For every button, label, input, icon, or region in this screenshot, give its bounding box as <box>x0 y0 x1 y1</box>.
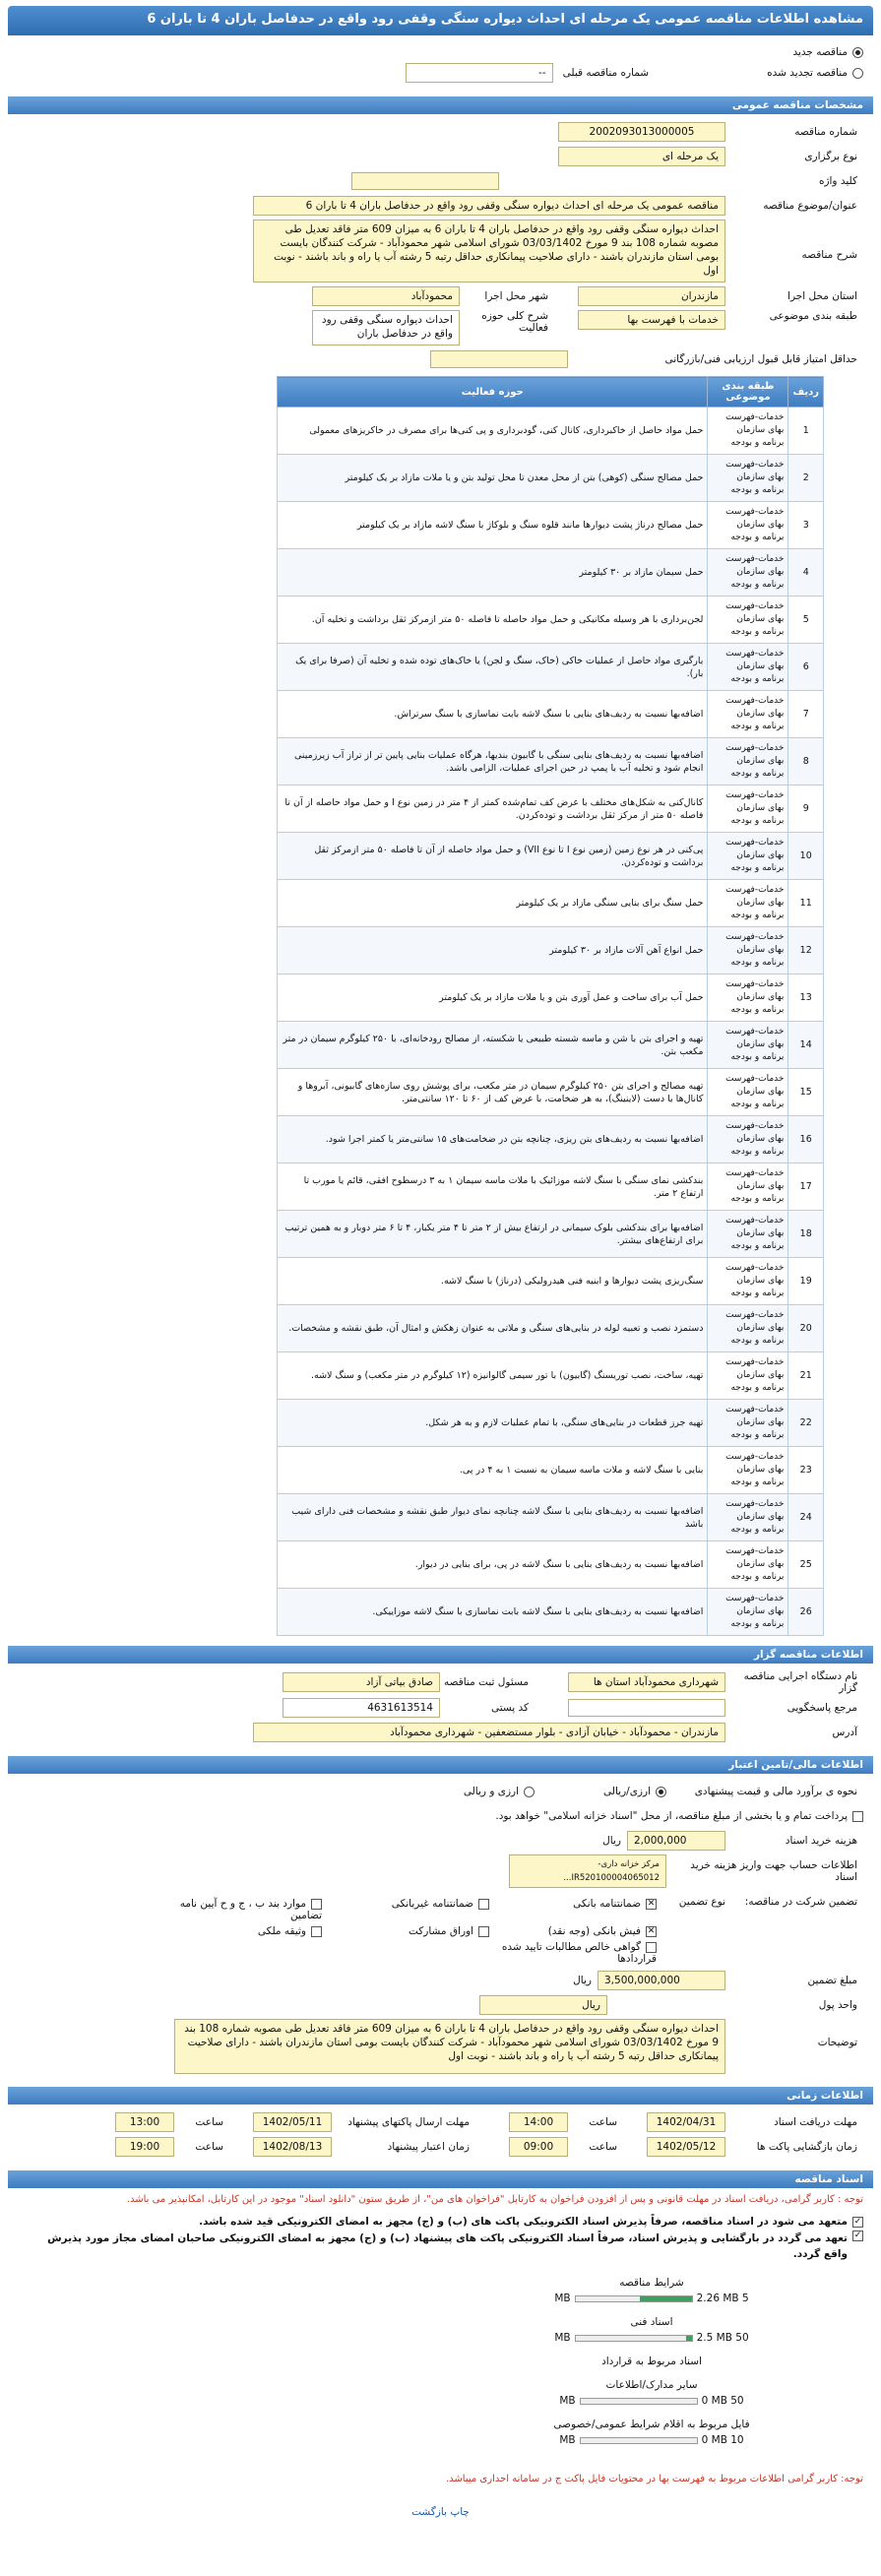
row-field: اضافه‌بها نسبت به ردیف‌های بنایی با سنگ لاشه بابت نماسازی با سنگ لاشه موزاییکی. <box>278 1589 708 1636</box>
table-row <box>278 785 824 833</box>
table-row <box>278 408 824 455</box>
row-field: حمل آب برای ساخت و عمل آوری بتن و یا ملات مازاد بر یک کیلومتر <box>278 974 708 1022</box>
table-row <box>278 1305 824 1352</box>
table-row <box>278 1069 824 1116</box>
col-category: طبقه بندی موضوعی <box>708 377 788 408</box>
table-row <box>278 927 824 974</box>
guarantee-option-label: وثیقه ملکی <box>257 1925 306 1937</box>
guarantee-option[interactable] <box>155 1898 322 1921</box>
table-row <box>278 691 824 738</box>
file-group-progress <box>580 2398 698 2405</box>
tender-number-label: شماره مناقصه <box>794 126 857 138</box>
send-time-label: ساعت <box>195 2116 223 2128</box>
file-group-name: اسناد مربوط به قرارداد <box>601 2356 702 2367</box>
file-group <box>440 2379 863 2407</box>
finance-section-title: اطلاعات مالی/تامین اعتبار <box>8 1756 873 1774</box>
documents-note-4: توجه: کاربر گرامی اطلاعات مربوط به فهرست بها در محتویات فایل پاکت ج در سامانه احداری میباشد. <box>445 2474 863 2484</box>
file-group-max: 5 MB <box>554 2293 749 2304</box>
guarantee-option-label: فیش بانکی (وجه نقد) <box>547 1925 641 1937</box>
row-category: خدمات-فهرست بهای سازمان برنامه و بودجه <box>708 785 788 833</box>
province-label: استان محل اجرا <box>787 290 857 302</box>
row-field: اضافه‌بها نسبت به ردیف‌های بنایی سنگی با گابیون بندیها، هرگاه عملیات بنایی پایین تر از تراز آب زیرزمینی انجام شود و تخلیه آب با پمپ در حین اجرای عملیات، الزامی باشد. <box>278 738 708 785</box>
file-group-size: 2.5 MB <box>696 2332 732 2344</box>
activities-table <box>277 376 824 1636</box>
row-category: خدمات-فهرست بهای سازمان برنامه و بودجه <box>708 597 788 644</box>
row-category: خدمات-فهرست بهای سازمان برنامه و بودجه <box>708 549 788 597</box>
row-field: حمل انواع آهن آلات مازاد بر ۳۰ کیلومتر <box>278 927 708 974</box>
treasury-checkbox[interactable] <box>852 1811 863 1822</box>
doc-cost-label: هزینه خرید اسناد <box>785 1835 857 1847</box>
file-group-name: شرایط مناقصه <box>619 2277 684 2289</box>
documents-note-2: متعهد می شود در اسناد مناقصه، صرفاً پذیرش اسناد الکترونیکی پاکت های (ب) و (ج) مجهز به امضای الکترونیکی قید شده باشد. <box>199 2216 848 2228</box>
table-row <box>278 738 824 785</box>
row-category: خدمات-فهرست بهای سازمان برنامه و بودجه <box>708 644 788 691</box>
row-category: خدمات-فهرست بهای سازمان برنامه و بودجه <box>708 691 788 738</box>
table-row <box>278 597 824 644</box>
guarantee-option-label: ضمانتنامه غیربانکی <box>391 1898 473 1910</box>
file-group-name: فایل مربوط به اقلام شرایط عمومی/خصوصی <box>553 2419 750 2430</box>
row-number: 17 <box>788 1163 824 1211</box>
receive-time-label: ساعت <box>589 2116 617 2128</box>
receive-label: مهلت دریافت اسناد <box>774 2116 857 2128</box>
row-field: تهیه، ساخت، نصب توریسنگ (گابیون) با تور سیمی گالوانیزه (۱۲ کیلوگرم در متر مکعب) و سنگ لاشه. <box>278 1352 708 1400</box>
guarantee-label: تضمین شرکت در مناقصه: <box>744 1896 857 1908</box>
validity-date: 1402/08/13 <box>253 2137 332 2157</box>
row-field: حمل مصالح درناژ پشت دیوارها مانند قلوه سنگ و بلوکاژ با سنگ لاشه مازاد بر یک کیلومتر <box>278 502 708 549</box>
send-label: مهلت ارسال پاکتهای پیشنهاد <box>347 2116 470 2128</box>
province-value: مازندران <box>578 286 725 306</box>
row-number: 2 <box>788 455 824 502</box>
method-rial-radio[interactable] <box>656 1787 666 1797</box>
row-category: خدمات-فهرست بهای سازمان برنامه و بودجه <box>708 1352 788 1400</box>
row-number: 18 <box>788 1211 824 1258</box>
new-tender-label: مناقصه جدید <box>792 46 848 58</box>
row-number: 25 <box>788 1541 824 1589</box>
table-row <box>278 1022 824 1069</box>
row-category: خدمات-فهرست بهای سازمان برنامه و بودجه <box>708 1400 788 1447</box>
guarantee-checkbox[interactable] <box>311 1899 322 1910</box>
guarantee-option[interactable] <box>155 1925 322 1937</box>
file-group-max: 10 MB <box>559 2434 744 2446</box>
send-date: 1402/05/11 <box>253 2112 332 2132</box>
table-row <box>278 1494 824 1541</box>
general-desc-label: شرح کلی حوزه فعالیت <box>481 310 548 334</box>
file-group-name: اسناد فنی <box>630 2316 673 2328</box>
row-field: اضافه‌بها نسبت به ردیف‌های بنایی با سنگ لاشه چنانچه نمای دیوار طبق نقشه و مشخصات فنی دارای شیب باشد <box>278 1494 708 1541</box>
documents-note-1: توجه : کاربر گرامی، دریافت اسناد در مهلت قانونی و پس از افزودن فراخوان به کارتابل "فراخوان های من"، از طریق ستون "دانلود اسناد" موجود در این کارتابل، امکانپذیر می باشد. <box>126 2194 863 2205</box>
row-category: خدمات-فهرست بهای سازمان برنامه و بودجه <box>708 927 788 974</box>
guarantee-type-label: نوع تضمین <box>678 1896 725 1908</box>
amount-value: 3,500,000,000 <box>598 1971 725 1990</box>
renewed-tender-radio[interactable] <box>852 68 863 79</box>
timing-section-title: اطلاعات زمانی <box>8 2087 873 2105</box>
method-currency-label: ارزی و ریالی <box>463 1786 520 1797</box>
doc-cost-unit: ریال <box>602 1835 621 1847</box>
row-field: اضافه‌بها نسبت به ردیف‌های بنایی با سنگ لاشه در پی، برای بنایی در دیوار. <box>278 1541 708 1589</box>
treasury-text: پرداخت تمام و یا بخشی از مبلغ مناقصه، از محل "اسناد خزانه اسلامی" خواهد بود. <box>495 1810 848 1822</box>
open-date: 1402/05/12 <box>647 2137 725 2157</box>
send-time: 13:00 <box>115 2112 174 2132</box>
row-number: 22 <box>788 1400 824 1447</box>
method-rial-label: ارزی/ریالی <box>603 1786 651 1797</box>
general-desc-value: احداث دیواره سنگی وقفی رود واقع در حدفاصل باران <box>312 310 460 346</box>
receive-date: 1402/04/31 <box>647 2112 725 2132</box>
explanation-value: احداث دیواره سنگی وقفی رود واقع در حدفاصل باران 4 تا باران 6 به میزان 609 متر فاقد تعدیل طی مصوبه شماره 108 بند 9 مورخ 03/03/1402 شورای اسلامی شهر محمودآباد - شرکت کنندگان بایست بومی استان مازندران باشند - دارای صلاحیت پیمانکاری حداقل رتبه 5 رشته آب یا راه و باند باشند - نوبت اول <box>174 2019 725 2074</box>
guarantee-option-label: گواهی خالص مطالبات تایید شده قراردادها <box>501 1941 657 1965</box>
guarantee-checkbox[interactable] <box>311 1926 322 1937</box>
renewed-tender-label: مناقصه تجدید شده <box>767 67 848 79</box>
guarantee-checkbox[interactable] <box>478 1899 489 1910</box>
table-row <box>278 833 824 880</box>
file-group-progress <box>575 2335 693 2342</box>
file-group-max: 50 MB <box>554 2332 749 2344</box>
guarantee-checkbox[interactable] <box>646 1942 657 1953</box>
table-row <box>278 549 824 597</box>
open-label: زمان بازگشایی پاکت ها <box>756 2141 857 2153</box>
organizer-section-title: اطلاعات مناقصه گزار <box>8 1646 873 1664</box>
row-number: 10 <box>788 833 824 880</box>
row-category: خدمات-فهرست بهای سازمان برنامه و بودجه <box>708 502 788 549</box>
currency-unit-value: ریال <box>479 1995 607 2015</box>
table-row <box>278 1258 824 1305</box>
file-groups <box>8 2265 873 2458</box>
file-group-size: 0 MB <box>701 2434 727 2446</box>
min-score-label: حداقل امتیاز قابل قبول ارزیابی فنی/بازرگانی <box>664 353 857 365</box>
subject-label: عنوان/موضوع مناقصه <box>763 200 857 212</box>
open-time-label: ساعت <box>589 2141 617 2153</box>
account-value: مرکز خزانه داری-IR520100004065012... <box>509 1854 666 1888</box>
table-row <box>278 1589 824 1636</box>
row-number: 21 <box>788 1352 824 1400</box>
table-row <box>278 1400 824 1447</box>
row-number: 20 <box>788 1305 824 1352</box>
org-label: نام دستگاه اجرایی مناقصه گزار <box>743 1670 857 1694</box>
guarantee-option-label: اوراق مشارکت <box>408 1925 473 1937</box>
row-category: خدمات-فهرست بهای سازمان برنامه و بودجه <box>708 738 788 785</box>
validity-label: زمان اعتبار پیشنهاد <box>387 2141 470 2153</box>
guarantee-option[interactable] <box>489 1898 657 1921</box>
guarantee-option[interactable] <box>322 1925 489 1937</box>
account-label: اطلاعات حساب جهت واریز هزینه خرید اسناد <box>690 1859 857 1883</box>
documents-section-title: اسناد مناقصه <box>8 2170 873 2188</box>
documents-note-3: تعهد می گردد در بارگشایی و پذیرش اسناد، صرفاً اسناد الکترونیکی پاکت های پیشنهاد (ب) و (ج) مجهز به امضای الکترونیکی صاحبان امضای مجاز مورد پذیرش واقع گردد. <box>47 2232 848 2260</box>
row-field: حمل مصالح سنگی (کوهی) بتن از محل معدن تا محل تولید بتن و یا ملات مازاد بر یک کیلومتر <box>278 455 708 502</box>
table-row <box>278 880 824 927</box>
row-number: 16 <box>788 1116 824 1163</box>
row-field: اضافه‌بها نسبت به ردیف‌های بنایی با سنگ لاشه بابت نماسازی با سنگ سرتراش. <box>278 691 708 738</box>
new-tender-radio[interactable] <box>852 47 863 58</box>
row-number: 26 <box>788 1589 824 1636</box>
row-number: 15 <box>788 1069 824 1116</box>
commit-checkbox-1[interactable]: ✓ <box>853 2216 862 2227</box>
row-category: خدمات-فهرست بهای سازمان برنامه و بودجه <box>708 1447 788 1494</box>
row-category: خدمات-فهرست بهای سازمان برنامه و بودجه <box>708 1163 788 1211</box>
min-score-value <box>430 350 568 368</box>
row-number: 9 <box>788 785 824 833</box>
doc-cost-value: 2,000,000 <box>627 1831 725 1851</box>
tender-type-label: نوع برگزاری <box>804 151 857 162</box>
amount-unit: ریال <box>573 1975 592 1986</box>
row-field: تهیه جرز قطعات در بنایی‌های سنگی، با تمام عملیات لازم و به هر شکل. <box>278 1400 708 1447</box>
col-row: ردیف <box>788 377 824 408</box>
guarantee-option[interactable] <box>322 1898 489 1921</box>
amount-label: مبلغ تضمین <box>807 1975 857 1986</box>
file-group-progress <box>575 2295 693 2302</box>
row-category: خدمات-فهرست بهای سازمان برنامه و بودجه <box>708 1211 788 1258</box>
responsible-label: مسئول ثبت مناقصه <box>443 1676 529 1688</box>
guarantee-option-label: موارد بند ب ، ج و ح آیین نامه تضامین <box>179 1898 322 1921</box>
responsible-value: صادق بیاتی آزاد <box>283 1672 440 1692</box>
row-field: حمل سنگ برای بنایی سنگی مازاد بر یک کیلومتر <box>278 880 708 927</box>
row-category: خدمات-فهرست بهای سازمان برنامه و بودجه <box>708 455 788 502</box>
row-field: دستمزد نصب و تعبیه لوله در بنایی‌های سنگی و ملاتی به عنوان زهکش و امثال آن، طبق نقشه و مشخصات. <box>278 1305 708 1352</box>
keyword-value <box>351 172 499 190</box>
guarantee-checkbox[interactable] <box>478 1926 489 1937</box>
file-group-progress <box>580 2437 698 2444</box>
row-number: 6 <box>788 644 824 691</box>
address-value: مازندران - محمودآباد - خیابان آزادی - بلوار مستضعفین - شهرداری محمودآباد <box>253 1723 725 1742</box>
print-back-link[interactable]: چاپ بازگشت <box>411 2506 470 2518</box>
classification-value: خدمات با فهرست بها <box>578 310 725 330</box>
row-field: اضافه‌بها برای بندکشی بلوک سیمانی در ارتفاع بیش از ۲ متر تا ۴ متر یکبار، ۴ تا ۶ متر دوبار و به همین ترتیب برای ارتفاع‌های بیشتر. <box>278 1211 708 1258</box>
spec-section-title: مشخصات مناقصه عمومی <box>8 96 873 114</box>
file-group-name: سایر مدارک/اطلاعات <box>605 2379 698 2391</box>
table-row <box>278 502 824 549</box>
description-label: شرح مناقصه <box>801 249 857 261</box>
city-value: محمودآباد <box>312 286 460 306</box>
row-number: 7 <box>788 691 824 738</box>
row-field: حمل سیمان مازاد بر ۳۰ کیلومتر <box>278 549 708 597</box>
row-field: کانال‌کنی به شکل‌های مختلف با عرض کف تمام‌شده کمتر از ۴ متر در زمین نوع I و حمل مواد حاصله از آن تا فاصله ۵۰ متر از مرکز ثقل برداشت و توده‌کردن. <box>278 785 708 833</box>
method-currency-radio[interactable] <box>524 1787 535 1797</box>
guarantee-checkbox[interactable]: ✕ <box>647 1925 656 1936</box>
validity-time-label: ساعت <box>195 2141 223 2153</box>
row-category: خدمات-فهرست بهای سازمان برنامه و بودجه <box>708 1541 788 1589</box>
row-field: اضافه‌بها نسبت به ردیف‌های بتن ریزی، چنانچه بتن در ضخامت‌های ۱۵ سانتی‌متر یا کمتر اجرا شود. <box>278 1116 708 1163</box>
file-group-size: 0 MB <box>701 2395 727 2407</box>
commit-checkbox-2[interactable]: ✓ <box>853 2230 862 2240</box>
row-category: خدمات-فهرست بهای سازمان برنامه و بودجه <box>708 833 788 880</box>
row-number: 3 <box>788 502 824 549</box>
row-category: خدمات-فهرست بهای سازمان برنامه و بودجه <box>708 1258 788 1305</box>
row-category: خدمات-فهرست بهای سازمان برنامه و بودجه <box>708 1022 788 1069</box>
row-field: بارگیری مواد حاصل از عملیات خاکی (خاک، سنگ و لجن) یا خاک‌های توده شده و تخلیه آن (صرفا برای یک بار). <box>278 644 708 691</box>
row-category: خدمات-فهرست بهای سازمان برنامه و بودجه <box>708 1069 788 1116</box>
postal-value: 4631613514 <box>283 1698 440 1718</box>
reference-label: مرجع پاسخگویی <box>787 1702 857 1714</box>
row-number: 12 <box>788 927 824 974</box>
row-category: خدمات-فهرست بهای سازمان برنامه و بودجه <box>708 880 788 927</box>
row-field: تهیه و اجرای بتن با شن و ماسه شسته طبیعی یا شکسته، از مصالح رودخانه‌ای، با ۲۵۰ کیلوگرم سیمان در متر مکعب بتن. <box>278 1022 708 1069</box>
open-time: 09:00 <box>509 2137 568 2157</box>
row-number: 13 <box>788 974 824 1022</box>
method-label: نحوه ی برآورد مالی و قیمت پیشنهادی <box>694 1786 857 1797</box>
file-group <box>440 2316 863 2344</box>
row-category: خدمات-فهرست بهای سازمان برنامه و بودجه <box>708 408 788 455</box>
guarantee-option[interactable] <box>489 1925 657 1937</box>
row-category: خدمات-فهرست بهای سازمان برنامه و بودجه <box>708 1305 788 1352</box>
table-row <box>278 455 824 502</box>
guarantee-option[interactable] <box>489 1941 657 1965</box>
row-field: بندکشی نمای سنگی با سنگ لاشه موزائیک با ملات ماسه سیمان ۱ به ۳ درسطوح افقی، قائم یا مورب تا ارتفاع ۲ متر. <box>278 1163 708 1211</box>
row-field: لجن‌برداری با هر وسیله مکانیکی و حمل مواد حاصله تا فاصله ۵۰ متر ازمرکز ثقل برداشت و تخلیه آن. <box>278 597 708 644</box>
file-group <box>440 2419 863 2446</box>
org-value: شهرداری محمودآباد استان ها <box>568 1672 725 1692</box>
file-group <box>440 2356 863 2367</box>
row-field: تهیه مصالح و اجرای بتن ۲۵۰ کیلوگرم سیمان در متر مکعب، برای پوشش روی سازه‌های گابیونی، آبروها و کانال‌ها با دست (لاینینگ)، به هر ضخامت، با عرض کف از ۶۰ تا ۱۲۰ سانتی‌متر. <box>278 1069 708 1116</box>
col-field: حوزه فعالیت <box>278 377 708 408</box>
row-number: 4 <box>788 549 824 597</box>
row-number: 19 <box>788 1258 824 1305</box>
row-number: 23 <box>788 1447 824 1494</box>
row-number: 11 <box>788 880 824 927</box>
receive-time: 14:00 <box>509 2112 568 2132</box>
row-number: 14 <box>788 1022 824 1069</box>
previous-number-label: شماره مناقصه قبلی <box>562 67 650 79</box>
keyword-label: کلید واژه <box>818 175 857 187</box>
file-group <box>440 2277 863 2304</box>
city-label: شهر محل اجرا <box>484 290 548 302</box>
table-row <box>278 1352 824 1400</box>
row-field: پی‌کنی در هر نوع زمین (زمین نوع I تا نوع VII) و حمل مواد حاصله از آن تا فاصله ۵۰ متر ازمرکز ثقل برداشت و توده‌کردن. <box>278 833 708 880</box>
description-value: احداث دیواره سنگی وقفی رود واقع در حدفاصل باران 4 تا باران 6 به میزان 609 متر فاقد تعدیل طی مصوبه شماره 108 بند 9 مورخ 03/03/1402 شورای اسلامی شهر محمودآباد - شرکت کنندگان بایست بومی استان مازندران باشند - دارای صلاحیت پیمانکاری حداقل رتبه 5 رشته آب یا راه و باند باشند - نوبت اول <box>253 220 725 283</box>
file-group-max: 50 MB <box>559 2395 744 2407</box>
row-number: 24 <box>788 1494 824 1541</box>
guarantee-checkbox[interactable]: ✕ <box>647 1898 656 1909</box>
row-field: حمل مواد حاصل از خاکبرداری، کانال کنی، گودبرداری و پی کنی‌ها برای مصرف در خاکریزهای معمولی <box>278 408 708 455</box>
validity-time: 19:00 <box>115 2137 174 2157</box>
row-number: 5 <box>788 597 824 644</box>
guarantee-option-label: ضمانتنامه بانکی <box>573 1898 641 1910</box>
explanation-label: توضیحات <box>817 2037 857 2048</box>
subject-value: مناقصه عمومی یک مرحله ای احداث دیواره سنگی وقفی رود واقع در حدفاصل باران 4 تا باران 6 <box>253 196 725 216</box>
tender-type-value: یک مرحله ای <box>558 147 725 166</box>
reference-value <box>568 1699 725 1717</box>
table-row <box>278 1211 824 1258</box>
row-category: خدمات-فهرست بهای سازمان برنامه و بودجه <box>708 1589 788 1636</box>
table-row <box>278 1163 824 1211</box>
page-title: مشاهده اطلاعات مناقصه عمومی یک مرحله ای احداث دیواره سنگی وقفی رود واقع در حدفاصل باران 4 تا باران 6 <box>8 6 873 35</box>
address-label: آدرس <box>832 1727 857 1738</box>
table-row <box>278 1447 824 1494</box>
classification-label: طبقه بندی موضوعی <box>769 310 857 322</box>
table-row <box>278 1116 824 1163</box>
row-number: 8 <box>788 738 824 785</box>
table-row <box>278 644 824 691</box>
file-group-size: 2.26 MB <box>696 2293 739 2304</box>
guarantee-options <box>145 1896 657 1967</box>
row-field: بنایی با سنگ لاشه و ملات ماسه سیمان به نسبت ۱ به ۴ در پی. <box>278 1447 708 1494</box>
table-row <box>278 1541 824 1589</box>
currency-unit-label: واحد پول <box>818 1999 857 2011</box>
postal-label: کد پستی <box>490 1702 529 1714</box>
row-category: خدمات-فهرست بهای سازمان برنامه و بودجه <box>708 974 788 1022</box>
tender-number-value: 2002093013000005 <box>558 122 725 142</box>
previous-number-field[interactable]: -- <box>406 63 553 83</box>
table-row <box>278 974 824 1022</box>
row-category: خدمات-فهرست بهای سازمان برنامه و بودجه <box>708 1494 788 1541</box>
row-field: سنگ‌ریزی پشت دیوارها و ابنیه فنی هیدرولیکی (درناژ) با سنگ لاشه. <box>278 1258 708 1305</box>
row-number: 1 <box>788 408 824 455</box>
row-category: خدمات-فهرست بهای سازمان برنامه و بودجه <box>708 1116 788 1163</box>
